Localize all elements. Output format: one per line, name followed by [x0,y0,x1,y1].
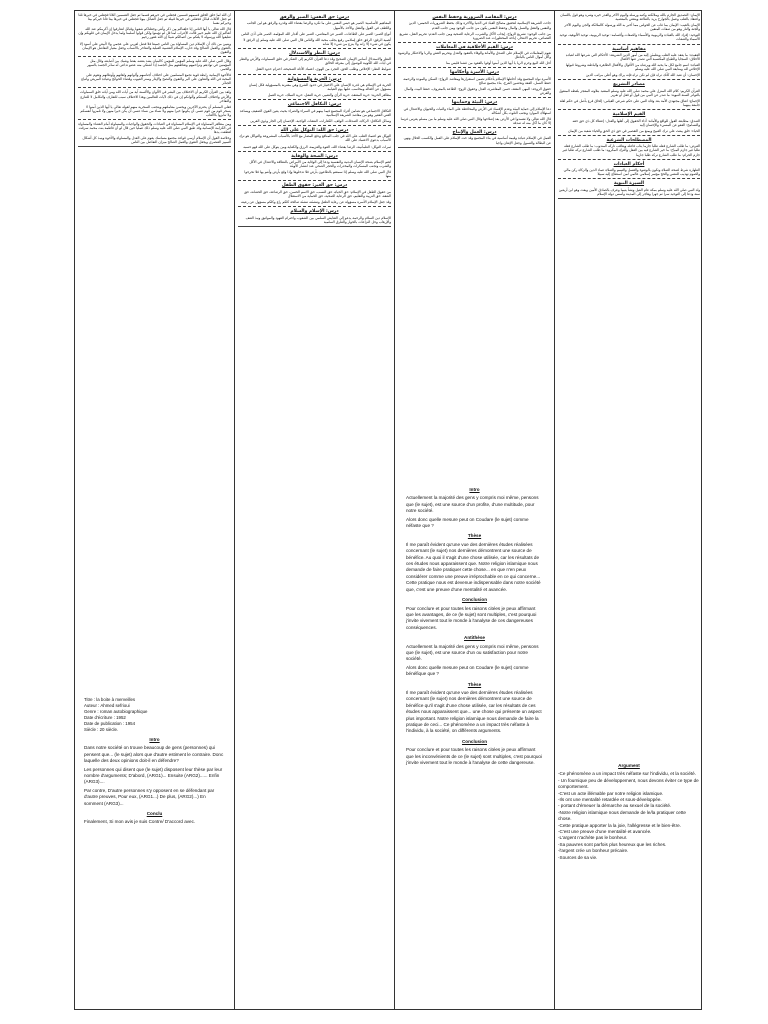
book-metadata-line: Date d'écriture : 1952 [84,715,126,720]
essay-paragraph: Les personnes qui disent que (le sujet) disposent leur thèse par leur nombre d'arguments; D'abord, (ARG1)... Ensuite (ARG2)...... Enfin (ARG3).... [84,766,223,785]
essay-paragraph: Par contre, D'autre personnes s'y opposent en se défendant par d'autre preuves, Pour eux, (ARG1...) De plus, (ARG2)...) En somment (ARG3)... [84,787,215,806]
section-divider [238,180,391,181]
section-divider [558,159,700,160]
section-heading: مصادر التشريع [613,82,645,88]
text-paragraph: الفرض: ما طلب الشارع فعله طلبا جازما يثاب فاعله ويعاقب تاركه المندوب: ما طلب الشارع فعله طلبا غير جازم المباح: ما خير الشارع فيه بين الفعل والترك المكروه: ما طلب الشارع تركه طلبا غير جازم الحرام: ما طلب الشارع تركه طلبا جازما [562,144,700,157]
text-paragraph: وسائل التكافل: الزكاة، الصدقات، الوقف، الكفارات، النفقات الواجبة، الإحسان إلى الجار وذوي القربى [250,118,391,123]
essay-paragraph: Dans notre société on trouve beaucoup de gens (personnes) qui pensent que... (le sujet) alors que d'autre estiment le contraire. Donc laquelle des deux opinions doit-il en défendre? [84,745,224,764]
argument-line: -C'est une preuve d'une mentalité et avancée. [558,829,652,835]
column-left [75,11,235,1009]
section-heading: درس: الحرية والمسؤولية [287,76,342,82]
essay-section-title: Conclu [146,811,163,817]
section-heading: درس: حق الله: التوكل على الله [280,127,349,133]
argument-line: -Notre religion islamique nous demande de le/la pratiquer cette chose. [558,809,686,822]
text-paragraph: من حقوق الطفل في الإسلام: حق الحياة، حق النسب، حق الاسم الحسن، حق الرضاعة، حق الحضانة، حق النفقة، حق التربية والتعليم، حق الرعاية الصحية، حق الحماية من الاستغلال [244,189,391,198]
section-divider [238,206,391,207]
section-divider [238,125,391,126]
document-sheet [74,10,702,1010]
section-divider [398,147,551,148]
french-essay-templates [398,487,551,766]
section-heading: درس: النظر والاستدلال [289,50,340,56]
section-heading: درس: المقاصد الضرورية وحفظ النفس [432,15,517,20]
section-heading: درس: القيم الأخلاقية في المعاملات [436,44,513,50]
text-paragraph: من جانب الوجود: تشريع الزواج، إيجاب الأكل والشرب، الرعاية الصحية ومن جانب العدم: تحريم القتل، تشريع القصاص، تحريم الانتحار، إباحة المحظورات عند الضرورة [399,31,551,40]
text-paragraph: دعا الإسلام إلى حماية البيئة وعدم الإفساد في الأرض والمحافظة على الماء والنبات والحيوان والاعتدال في استهلاك الموارد وتجنب التلوث بكل أشكاله [403,106,551,115]
text-paragraph: العمل في الإسلام عبادة وقيمة أساسية في بناء المجتمع وقد حث الإسلام على العمل والكسب الحلال ونهى عن البطالة والتسول وجعل الإتقان واجبا [403,136,551,145]
text-paragraph: ثمرات التوكل: الطمأنينة، الرضا بقضاء الله، القوة والعزيمة، الرزق والكفاية ومن يتوكل على الله فهو حسبه [243,144,391,149]
section-divider [78,146,231,147]
section-divider [558,178,700,179]
section-divider [78,87,231,88]
section-divider [238,151,391,152]
text-paragraph: مظاهر الحرية: حرية المعتقد، حرية الرأي والتعبير، حرية التنقل، حرية التملك، حرية العمل [267,93,391,98]
argument-list [558,763,700,861]
section-divider [398,67,551,68]
text-paragraph: وقال النبي صلى الله عليه وسلم المؤمن للمؤمن كالبنيان يشد بعضه بعضا وشبك بين أصابعه وقال مثل المؤمنين في توادهم وتراحمهم وتعاطفهم مثل الجسد إذا اشتكى منه عضو تداعى له سائر الجسد بالسهر والحمى [87,58,231,72]
text-paragraph: الصدق: مطابقة القول للواقع والأمانة: أداء الحقوق إلى أهلها والعدل: إعطاء كل ذي حق حقه والتسامح: العفو عن المسيء والإحسان إليه [572,118,700,127]
text-paragraph: التكافل الاجتماعي هو تضامن أفراد المجتمع فيما بينهم في السراء والضراء بحيث يعين القوي الضعيف ويساعد الغني الفقير وهو من مقاصد الشريعة الإسلامية [239,108,391,117]
text-paragraph: العقيدة: ما يعقد عليه القلب ويطمئن إليه من أمور الدين الشريعة: الأحكام التي شرعها الله لعباده الأخلاق: السجايا والطباع المكتسبة التي تصدر عنها الأفعال [565,52,700,62]
column-right-arabic-notes [558,13,700,761]
book-metadata-line: Siècle : 20 siècle. [84,727,119,732]
text-paragraph: أن الله لما خلق الخلق قسمهم قسمين فجعلني في خيرهم قسما ثم جعل القسمين أثلاثا فجعلني في خيرها ثلثا ثم جعل الأثلاث قبائل فجعلني في خيرها قبيلة ثم جعل القبائل بيوتا فجعلني في خيرها بيتا فأنا خيركم بيتا وخيركم نفسا [78,13,231,26]
section-divider [558,198,700,199]
text-paragraph: أنواع الصبر: الصبر على الطاعات، الصبر عن المعاصي، الصبر على أقدار الله المؤلمة، الصبر على أذى الناس [241,31,391,36]
essay-paragraph: Alors donc quelle mesure peut on Coudare (le sujet) comme bénéfique que ? [406,664,529,677]
column-center-left-arabic-notes [238,13,391,1003]
text-paragraph: التوحيد: إفراد الله بالعبادة والربوبية والأسماء والصفات وأقسامه: توحيد الربوبية، توحيد الألوهية، توحيد الأسماء والصفات [559,33,700,42]
essay-template [84,737,225,826]
section-divider [398,127,551,128]
section-heading: درس: التكافل الاجتماعي [287,102,342,108]
text-paragraph: وقد جعل الإسلام الأسرة مسؤولة عن رعاية الطفل وتنشئته تنشئة صالحة كلكم راع وكلكم مسؤول عن رعيته [240,200,391,204]
text-paragraph: أحل الله البيع وحرم الربا يا أيها الذين آمنوا أوفوا بالعقود من غشنا فليس منا [446,61,551,66]
column-center-right [395,11,555,1009]
book-metadata-line: Auteur : Ahmed sefrioui [84,703,130,708]
section-divider [558,79,700,80]
essay-section-title: Intro [149,737,160,742]
text-paragraph: العبادة: اسم جامع لكل ما يحبه الله ويرضاه من الأقوال والأفعال الظاهرة والباطنة وشروط قبولها الإخلاص لله ومتابعة النبي صلى الله عليه وسلم [565,63,700,72]
text-paragraph: ولقد بين القرآن الكريم أن الاختلاف بين البشر في الألوان والألسنة آية من آيات الله ومن آياته خلق السماوات والأرض واختلاف ألسنتكم وألوانكم إن في ذلك لآيات للعالمين وهذا الاختلاف سبب للتعارف والتكامل لا للتنازع والتفاخر [79,90,231,103]
text-paragraph: الحرية في الإسلام هي قدرة الإنسان على الاختيار في حدود الشرع وهي مقترنة بالمسؤولية فكل إنسان مسؤول عن أفعاله ومحاسب عليها يوم القيامة [248,82,391,92]
section-heading: القيم الإسلامية [612,112,646,118]
text-paragraph: الحياء: خلق يبعث على ترك القبيح ويمنع من التقصير في حق ذي الحق والحياء شعبة من الإيمان [568,128,700,133]
argument-lines [558,771,700,861]
essay-section-title: Intro [469,487,480,492]
argument-line: - Un fournique peu de développement, nous devons éviter ce type de comportement. [558,777,699,790]
section-divider [78,119,231,120]
section-divider [558,109,700,110]
section-divider [238,99,391,100]
section-divider [78,56,231,57]
section-heading: درس: حق الغير: حقوق الطفل [281,183,348,189]
text-paragraph: الإيمان: التصديق الجازم بالله وملائكته وكتبه ورسله واليوم الآخر والقدر خيره وشره وهو قول باللسان واعتقاد بالقلب وعمل بالجوارح يزيد بالطاعة وينقص بالمعصية [560,13,700,22]
section-heading: السيرة النبوية [613,181,645,187]
text-paragraph: قال الله تعالى ولا تفسدوا في الأرض بعد إصلاحها وقال النبي صلى الله عليه وسلم ما من مسلم يغرس غرسا إلا كان ما أكل منه له صدقة [400,116,551,125]
essay-paragraph: Alors donc quelle mesure peut on Coudare (le sujet) comme néfaste que ? [406,516,529,529]
section-divider [398,97,551,98]
book-metadata-line: Titre : la boite à merveilles [84,697,136,702]
text-paragraph: وخلاصة القول أن الإسلام أرسى قواعد مجتمع متماسك يقوم على العدل والمساواة والأخوة وينبذ كل أشكال التمييز العنصري ويجعل التقوى والعمل الصالح ميزان التفاضل بين الناس [82,136,231,145]
text-paragraph: الأسرة نواة المجتمع وقد أحاطها الإسلام بأحكام تضمن استقرارها ومقاصد الزواج: السكن والمودة والرحمة، حفظ النسل، العفة وتحصين الفرج، بناء مجتمع صالح [402,76,551,85]
section-divider [238,74,391,75]
essay-paragraph: Il me paraît évident qu'une vue des dernières études réalisées concernant (le sujet) nos dernières démontrent une source de bénéfice. Au quoi il s'agit d'une chose utilisée, car les résultats de ces études nous apparaissent que. Notre religion islamique nous demande de faire pratiquer cette chose... en que n'en peux considérer comme une preuve irréprochable en ce qui concerne... Cette pratique nous est devenue indispensable dans notre société que, c'est une preuve d'une mentalité et avancée. [406,541,541,592]
essay-paragraph: Actuellement la majorité des gens y compris moi même, pensons que (le sujet), est une source d'un profite, d'une multitude, pour notre société. [406,495,539,514]
text-paragraph: الإيمان بالغيب: الإيمان بما غاب عن الحواس مما أخبر به الله ورسوله كالملائكة والجن واليوم الآخر والجنة والنار وهو من صفات المتقين [564,23,700,32]
text-paragraph: الإحسان: أن تعبد الله كأنك تراه فإن لم تكن تراه فإنه يراك وهو أعلى مراتب الدين [585,73,700,78]
section-heading: مفاهيم أساسية [612,46,646,52]
essay-section-title: Conclusion [461,738,487,744]
text-paragraph: النظر والاستدلال أساس الإيمان الصحيح وقد دعا القرآن الكريم إلى التفكر في خلق السماوات والأرض والنظر في آيات الله الكونية للوصول إلى معرفة الخالق [239,57,391,66]
text-paragraph: حقوق الزوجة: المهر، النفقة، حسن المعاشرة، العدل وحقوق الزوج: الطاعة بالمعروف، حفظ البيت والمال والعرض [404,87,551,96]
text-paragraph: جاءت الشريعة الإسلامية لتحقيق مصالح العباد في الدنيا والآخرة وذلك بحفظ الضروريات الخمس: الدين والنفس والعقل والنسل والمال وحفظ النفس يكون من جانب الوجود ومن جانب العدم [408,21,551,30]
argument-line: -Ils ont une mentalité retardée et sous-développée. [558,797,662,803]
essay-section-title: Thèse [467,681,482,687]
text-paragraph: قال الله تعالى يا أيها الناس إنا خلقناكم من ذكر وأنثى وجعلناكم شعوبا وقبائل لتعارفوا إن أكرمكم عند الله أتقاكم إن الله عليم خبير قالت الأعراب آمنا قل لم تؤمنوا ولكن قولوا أسلمنا ولما يدخل الإيمان في قلوبكم وإن تطيعوا الله ورسوله لا يلتكم من أعمالكم شيئا إن الله غفور رحيم [78,27,231,40]
text-paragraph: القرآن الكريم: كلام الله المنزل على محمد صلى الله عليه وسلم المتعبد بتلاوته المعجز بلفظه المنقول بالتواتر السنة النبوية: ما صدر عن النبي من قول أو فعل أو تقرير [558,88,700,97]
text-paragraph: ومن مظاهر المساواة في الإسلام المساواة في العبادات والحقوق والواجبات والمساواة أمام القضاء والمساواة في الكرامة الإنسانية وقد طبق النبي صلى الله عليه وسلم ذلك عمليا حين قال لو أن فاطمة بنت محمد سرقت لقطعت يدها [78,121,231,135]
section-heading: درس: البيئة وحمايتها [451,100,498,106]
text-paragraph: التوكل هو اعتماد القلب على الله في جلب المنافع ودفع المضار مع الأخذ بالأسباب المشروعة والتواكل هو ترك الأسباب بدعوى الاعتماد على الله [238,134,391,143]
section-divider [398,42,551,43]
essay-paragraph: Actuellement la majorité des gens y compris moi même, pensons que (le sujet), est une source d'un ou satisfaction pour notre société. [406,643,539,662]
argument-line: -L'argent n'achète pas le bonheur. [558,835,628,841]
column-left-arabic-notes [78,13,231,693]
section-heading: درس: الأسرة وأحكامها [450,70,499,76]
book-metadata-line: Date de publication : 1954 [84,721,136,726]
text-paragraph: ضوابط النظر: الإخلاص وطلب الحق، التجرد من الهوى، اعتماد الأدلة الصحيحة، احترام حدود العقل [255,67,391,72]
argument-line: -Sources de sa vie. [558,854,598,860]
section-heading: أحكام العبادات [613,161,645,167]
argument-line: -Sa pauvres sont parfois plus heureux que les riches. [558,841,667,847]
text-paragraph: قال النبي صلى الله عليه وسلم إذا سمعتم بالطاعون بأرض فلا تدخلوها وإذا وقع بأرض وأنتم بها فلا تخرجوا منها [244,170,391,179]
text-paragraph: ولد النبي صلى الله عليه وسلم بمكة عام الفيل ونشأ يتيما وعرف بالصادق الأمين وبعث وهو ابن أربعين سنة ودعا إلى التوحيد سرا ثم جهرا وهاجر إلى المدينة وأسس دولة الإسلام [558,187,700,196]
text-paragraph: أهمية الرفق: الرفق خلق إسلامي رفيع يجلب محبة الله والناس قال النبي صلى الله عليه وسلم إن الرفق لا يكون في شيء إلا زانه ولا ينزع من شيء إلا شانه [243,37,391,46]
text-paragraph: فالأخوة الإيمانية رابطة قوية تجمع المسلمين على اختلاف أجناسهم وألوانهم ولغاتهم وأوطانهم وتقوم على المحبة في الله والتعاون على البر والتقوى والنصح والإيثار وستر العيوب وقضاء الحوائج وعيادة المريض واتباع الجنائز [81,73,231,86]
text-paragraph: الإسلام دين السلام والرحمة يدعو إلى التعايش السلمي بين الشعوب واحترام العهود والمواثيق ونبذ العنف والإرهاب وحل النزاعات بالحوار والطرق السلمية [245,215,391,224]
section-divider [558,44,700,45]
text-paragraph: اهتم الإسلام بصحة الإنسان البدنية والنفسية ودعا إلى الوقاية من الأمراض بالنظافة والاعتدال في الأكل والشرب وتجنب المسكرات والمخدرات والحجر الصحي عند انتشار الأوبئة [249,160,391,169]
section-heading: درس: الصحة والوقاية [291,153,338,159]
text-paragraph: الطهارة شرط لصحة الصلاة وتكون بالوضوء والغسل والتيمم والصلاة عماد الدين والزكاة ركن مالي والصوم تهذيب للنفس والحج مؤتمر إسلامي عالمي لمن استطاع إليه سبيلا [563,168,700,177]
text-paragraph: ويتبين من ذلك أن الإسلام دين المساواة بين الناس جميعا فلا فضل لعربي على عجمي ولا لأبيض على أسود إلا بالتقوى والعمل الصالح وقد حارب الإسلام العصبية القبلية والتفاخر بالأنساب وجعل معيار التفاضل هو الإيمان والتقوى [79,41,231,54]
essay-section-title: Antithèse [464,635,485,641]
argument-line: -C'est un acte illémable par notre religion islamique. [558,790,664,796]
essay-paragraph: Pour conclure et pour toutes les raisons citées je peux affirmant que les avantages, de ce (le sujet) sont multiples, c'est pourquoi j'invite vivement tout le monde à l'analyse de ces dangereuses conséquences. [406,605,537,630]
essay-section-title: Conclusion [461,597,487,603]
section-heading: درس: العمل والإنتاج [452,130,497,136]
section-heading: المصطلحات الشرعية [606,137,652,143]
text-paragraph: تقوم المعاملات في الإسلام على الصدق والأمانة والوفاء بالعقود والعدل وتحريم الغش والربا والاحتكار والرشوة وأكل أموال الناس بالباطل [398,51,551,60]
essay-paragraph: Il me paraît évident qu'une vue des dernières études réalisées concernant (le sujet) nos dernières démontrent une source de bénéfice qu'il s'agit d'une chose utilisée, car les résultats de ces études nous apparaissent que... une chose qui présente un aspect plus important. Notre religion islamique nous demande de faire la pratique de ceci... Ce phénomène a un impact très néfaste à l'individu, à la société, on différents arguments. [406,689,542,734]
book-info-and-essay [78,697,231,826]
argument-line: -Ce phénomène a un impact très néfaste sur l'individu, et la société. [558,771,696,777]
book-metadata [84,697,225,733]
book-metadata-line: Genre : roman autobiographique [84,709,148,714]
essay-section-title: Thèse [467,533,482,539]
section-heading: درس: حق النفس: الصبر والرفق [279,15,350,20]
section-divider [238,48,391,49]
section-heading: درس: الإسلام والسلام [290,209,339,215]
argument-line: -l'argent crée un bonheur précaire. [558,848,629,854]
argument-line: - portant d'émeuer la démarche au sexuel de la société. [558,803,672,809]
text-paragraph: فعلى المسلم أن يحترم الآخرين ويحسن معاملتهم ويتجنب السخرية منهم لقوله تعالى يا أيها الذين آمنوا لا يسخر قوم من قوم عسى أن يكونوا خيرا منهم ولا نساء من نساء عسى أن يكن خيرا منهن ولا تلمزوا أنفسكم ولا تنابزوا بالألقاب [80,104,231,117]
argument-title: Argument [618,763,640,768]
section-divider [238,226,391,227]
column-center-right-arabic-notes [398,13,551,483]
essay-paragraph: Pour conclure et pour toutes les raisons citées je peux affirmant que les inconvénients de ce (le sujet) sont multiples, c'est pourquoi j'invite vivement tout le monde à l'analyse de cette dangereuse. [406,747,542,766]
column-right [555,11,703,1009]
column-center-left [235,11,395,1009]
section-divider [558,135,700,136]
text-paragraph: الإجماع: اتفاق مجتهدي الأمة بعد وفاة النبي على حكم شرعي القياس: إلحاق فرع بأصل في حكم لعلة جامعة بينهما [559,99,700,108]
essay-paragraph: Finalement, Si mon avis je suis Contre/ D'accord avec. [84,819,196,825]
text-paragraph: المفاهيم الأساسية: الصبر هو حبس النفس على ما تكره والرضا بقضاء الله وقدره والرفق هو لين الجانب واللطف في القول والفعل والأخذ بالأسهل [246,21,391,30]
argument-line: -Cette pratique apporter la la joie, l'allégresse et le bien-être. [558,822,681,828]
